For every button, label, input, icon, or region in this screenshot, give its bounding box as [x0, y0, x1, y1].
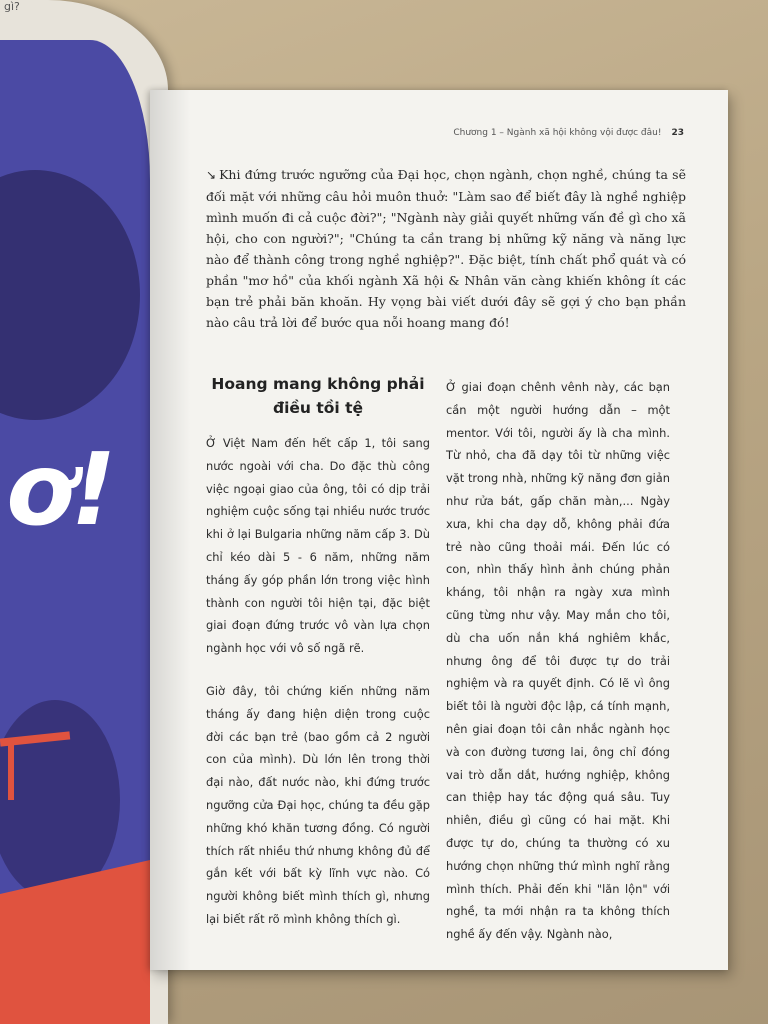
- left-page-corner-text: gì?: [4, 0, 20, 13]
- left-paragraph-1: Ở Việt Nam đến hết cấp 1, tôi sang nước ngoài với cha. Do đặc thù công việc ngoại giao của ông, tôi có dịp trải nghiệm cuộc sống tại nhiều nước trước khi ở lại Bulgaria những năm cấp 3. Dù chỉ kéo dài 5 - 6 năm, những năm tháng ấy góp phần lớn trong việc hình thành con người tôi hiện tại, đặc biệt giai đoạn đứng trước vô vàn lựa chọn ngành học với vô số ngã rẽ.: [206, 436, 430, 656]
- intro-text: Khi đứng trước ngưỡng của Đại học, chọn ngành, chọn nghề, chúng ta sẽ đối mặt với những câu hỏi muôn thuở: "Làm sao để biết đây là nghề nghiệp mình muốn đi cả cuộc đời?"; "Ngành này giải quyết những vấn đề gì cho xã hội, cho con người?"; "Chúng ta cần trang bị những kỹ năng và năng lực nào để thành công trong nghề nghiệp?". Đặc biệt, tính chất phổ quát và có phần "mơ hồ" của khối ngành Xã hội & Nhân văn càng khiến không ít các bạn trẻ phải băn khoăn. Hy vọng bài viết dưới đây sẽ gợi ý cho bạn phần nào câu trả lời để bước qua nỗi hoang mang đó!: [206, 167, 686, 330]
- running-head: [453, 128, 684, 138]
- arrow-down-right-icon: ↘: [206, 168, 217, 182]
- art-letters: ơ!: [6, 431, 113, 548]
- right-page: [150, 90, 728, 970]
- art-red-flag-post: [8, 740, 14, 800]
- intro-paragraph: [206, 164, 686, 333]
- section-heading: Hoang mang không phải điều tồi tệ: [211, 375, 425, 417]
- gutter-shadow: [150, 90, 190, 970]
- page-number: 23: [671, 128, 684, 138]
- left-column: [206, 372, 430, 951]
- right-paragraph: Ở giai đoạn chênh vênh này, các bạn cần một người hướng dẫn – một mentor. Với tôi, người ấy là cha mình. Từ nhỏ, cha đã dạy tôi từ những việc vặt trong nhà, những kỹ năng đơn giản như rửa bát, gấp chăn màn,... Ngày xưa, khi cha dạy dỗ, không phải đứa trẻ nào cũng thoải mái. Đến lúc có con, nhìn thấy hình ảnh chúng phản kháng, tôi nhận ra ngày xưa mình cũng từng như vậy. May mắn cho tôi, dù cha uốn nắn khá nghiêm khắc, nhưng ông để tôi được tự do trải nghiệm và ra quyết định. Có lẽ vì ông biết tôi là người độc lập, cá tính mạnh, nên giai đoạn tôi cân nhắc ngành học và con đường tương lai, ông chỉ đóng vai trò dẫn dắt, hướng nghiệp, không can thiệp hay tác động quá sâu. Tuy nhiên, điều gì cũng có hai mặt. Khi được tự do, chúng ta thường có xu hướng chọn những thứ mình nghĩ rằng mình thích. Phải đến khi "lăn lộn" với nghề, ta mới nhận ra ta không thích nghề ấy đến vậy. Ngành nào,: [446, 380, 670, 942]
- left-page-cover-art: [0, 0, 168, 1024]
- left-paragraph-2: Giờ đây, tôi chứng kiến những năm tháng ấy đang hiện diện trong cuộc đời các bạn trẻ (bao gồm cả 2 người con của mình). Dù lớn lên trong thời đại nào, đất nước nào, khi đứng trước ngưỡng cửa Đại học, chúng ta đều gặp những khó khăn tương đồng. Có người thích rất nhiều thứ nhưng không đủ để gắn kết với bất kỳ lĩnh vực nào. Có người không biết mình thích gì, nhưng lại biết rất rõ mình không thích gì.: [206, 683, 430, 926]
- right-column: [446, 376, 670, 946]
- running-head-title: Chương 1 – Ngành xã hội không vội được đâu!: [453, 128, 662, 138]
